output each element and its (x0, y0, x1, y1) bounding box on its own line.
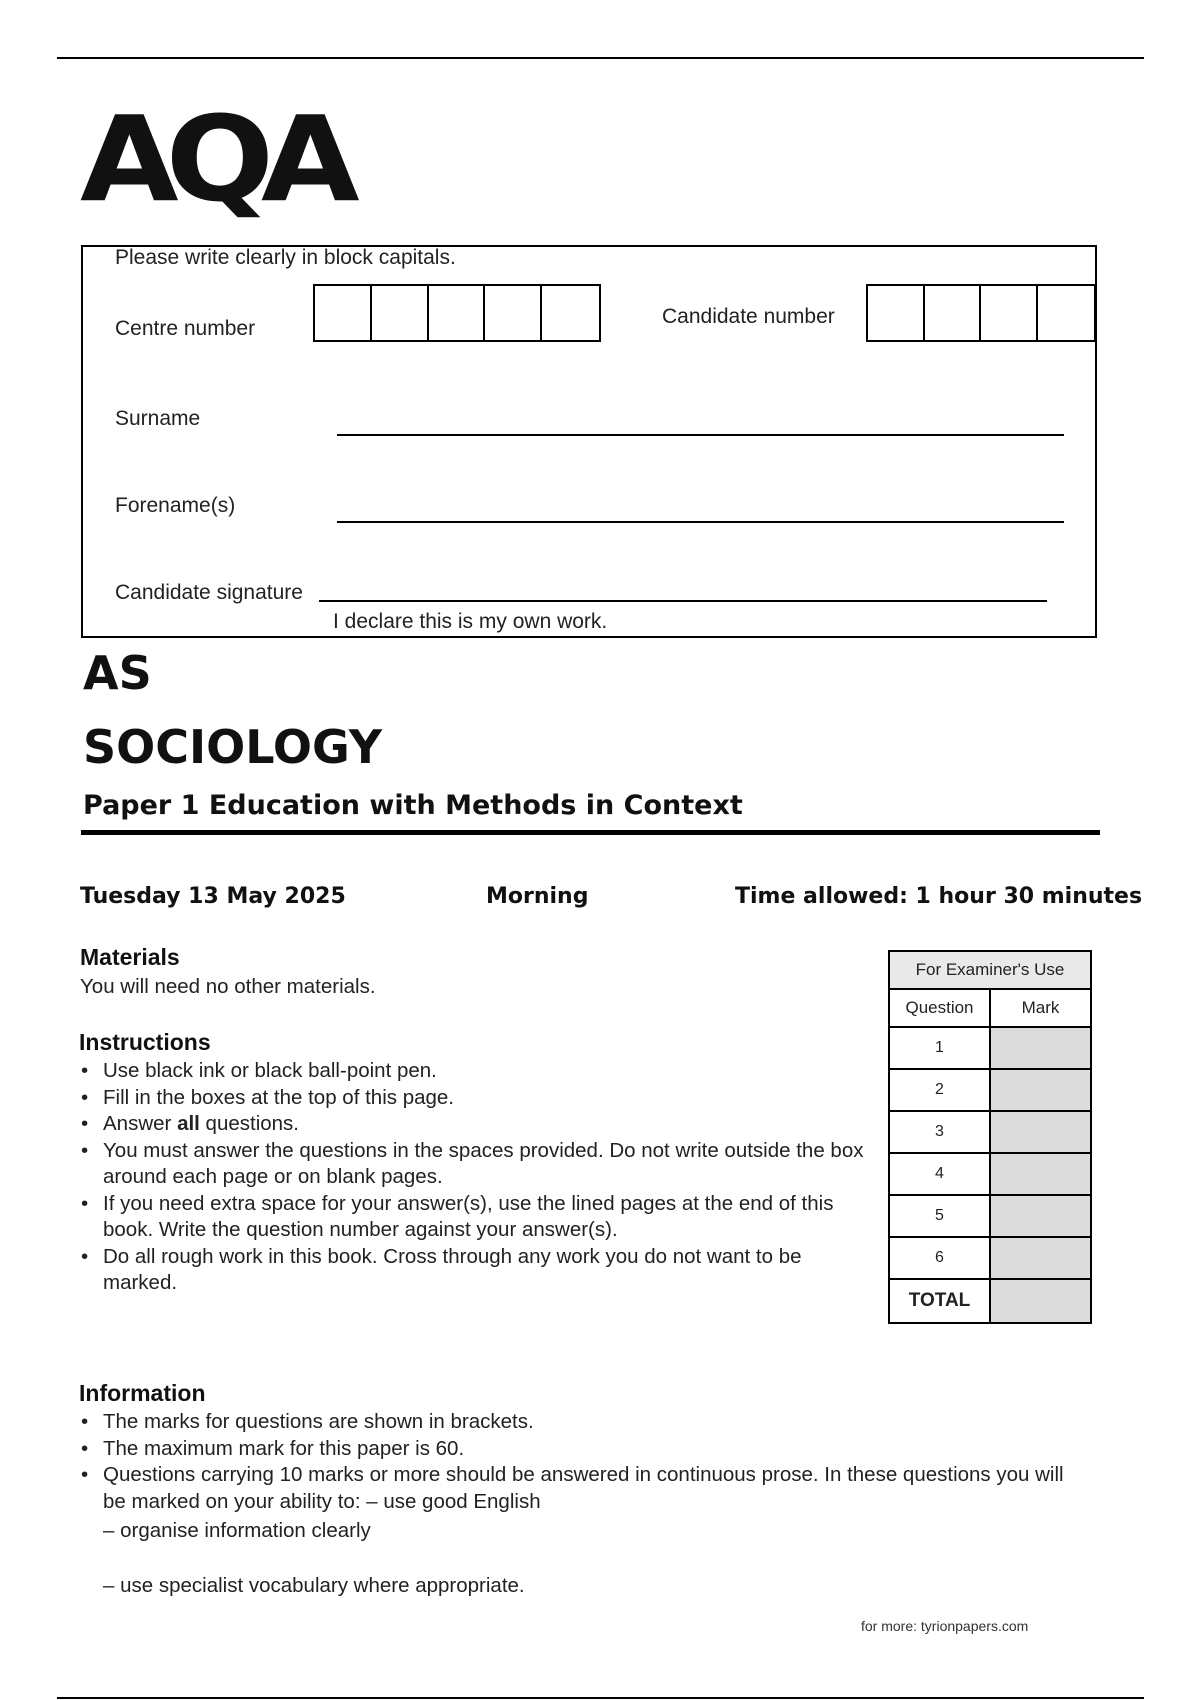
surname-label: Surname (115, 407, 201, 430)
candidate-digit-box[interactable] (1038, 286, 1094, 340)
mark-cell (990, 1153, 1091, 1195)
centre-number-boxes[interactable] (313, 284, 601, 342)
information-list (79, 1409, 1079, 1515)
list-item: • The marks for questions are shown in brackets. (79, 1409, 1079, 1436)
instructions-list (79, 1058, 879, 1297)
question-number: 1 (889, 1027, 990, 1069)
declaration-text: I declare this is my own work. (333, 610, 608, 633)
list-item: • Use black ink or black ball-point pen. (79, 1058, 879, 1085)
list-item: • Fill in the boxes at the top of this page. (79, 1085, 879, 1112)
title-divider (81, 830, 1100, 835)
materials-text: You will need no other materials. (80, 975, 376, 998)
information-sub-item: – organise information clearly (103, 1519, 371, 1542)
materials-heading: Materials (80, 944, 180, 970)
signature-field[interactable] (319, 600, 1047, 602)
question-number: 6 (889, 1237, 990, 1279)
aqa-logo: AQA (80, 90, 347, 228)
centre-number-label: Centre number (115, 317, 256, 340)
total-label: TOTAL (889, 1279, 990, 1323)
question-number: 2 (889, 1069, 990, 1111)
candidate-number-label: Candidate number (662, 305, 835, 328)
forenames-label: Forename(s) (115, 494, 236, 517)
subject-title: SOCIOLOGY (83, 720, 383, 774)
centre-digit-box[interactable] (542, 286, 599, 340)
mark-column-header: Mark (990, 989, 1091, 1027)
list-item: • Questions carrying 10 marks or more should be answered in continuous prose. In these questions you will be marked on your ability to: – use good English (79, 1462, 1079, 1515)
block-capitals-instruction: Please write clearly in block capitals. (115, 246, 456, 269)
question-column-header: Question (889, 989, 990, 1027)
bottom-rule (57, 1697, 1144, 1699)
exam-session: Morning (486, 884, 589, 909)
list-item: • If you need extra space for your answer(s), use the lined pages at the end of this book. Write the question number against your answer(s). (79, 1191, 879, 1244)
list-item (79, 1111, 879, 1138)
information-heading: Information (79, 1380, 206, 1406)
candidate-digit-box[interactable] (868, 286, 925, 340)
mark-cell (990, 1111, 1091, 1153)
centre-digit-box[interactable] (485, 286, 542, 340)
question-number: 3 (889, 1111, 990, 1153)
signature-label: Candidate signature (115, 581, 303, 604)
mark-cell (990, 1195, 1091, 1237)
centre-digit-box[interactable] (315, 286, 372, 340)
instructions-heading: Instructions (79, 1029, 211, 1055)
mark-cell (990, 1027, 1091, 1069)
question-number: 4 (889, 1153, 990, 1195)
list-item: • You must answer the questions in the spaces provided. Do not write outside the box around each page or on blank pages. (79, 1138, 879, 1191)
mark-cell (990, 1237, 1091, 1279)
time-allowed: Time allowed: 1 hour 30 minutes (735, 884, 1143, 909)
information-sub-item: – use specialist vocabulary where appropriate. (103, 1574, 525, 1597)
candidate-number-boxes[interactable] (866, 284, 1096, 342)
forenames-field[interactable] (337, 521, 1064, 523)
qualification-level: AS (83, 646, 152, 700)
examiner-table-title: For Examiner's Use (889, 951, 1091, 989)
list-item-emphasis: all (177, 1112, 200, 1135)
footer-note: for more: tyrionpapers.com (861, 1618, 1029, 1634)
surname-field[interactable] (337, 434, 1064, 436)
total-mark-cell (990, 1279, 1091, 1323)
list-item-text: questions. (199, 1112, 300, 1135)
paper-title: Paper 1 Education with Methods in Context (83, 790, 743, 821)
mark-cell (990, 1069, 1091, 1111)
list-item: • The maximum mark for this paper is 60. (79, 1436, 1079, 1463)
centre-digit-box[interactable] (429, 286, 486, 340)
list-item-text: Answer (103, 1112, 178, 1135)
exam-date: Tuesday 13 May 2025 (80, 884, 346, 909)
candidate-digit-box[interactable] (925, 286, 982, 340)
top-rule (57, 57, 1144, 59)
candidate-digit-box[interactable] (981, 286, 1038, 340)
centre-digit-box[interactable] (372, 286, 429, 340)
examiner-use-table (888, 950, 1092, 1324)
list-item: • Do all rough work in this book. Cross through any work you do not want to be marked. (79, 1244, 879, 1297)
question-number: 5 (889, 1195, 990, 1237)
